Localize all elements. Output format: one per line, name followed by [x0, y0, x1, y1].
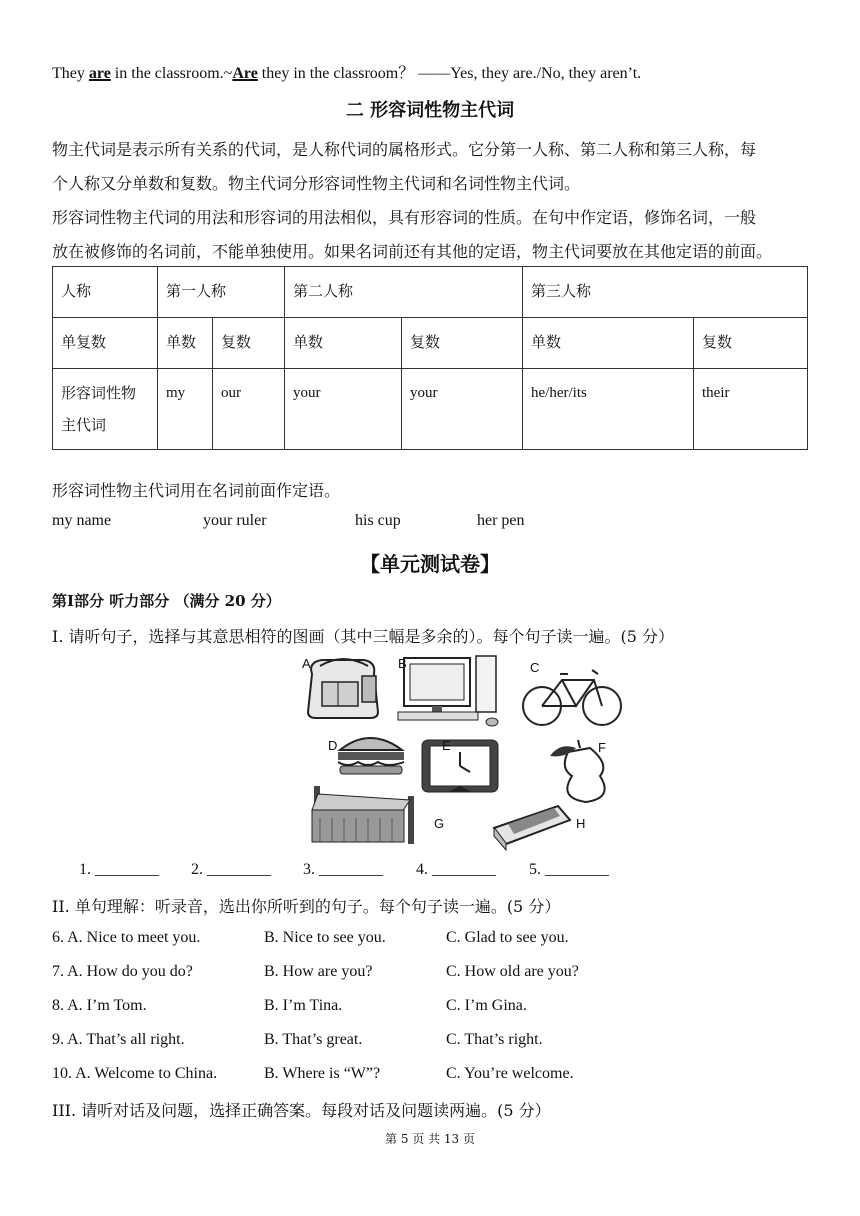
test-title: 【单元测试卷】: [360, 552, 500, 576]
option-a[interactable]: 10. A. Welcome to China.: [52, 1065, 218, 1082]
answer-blank[interactable]: 5. ________: [529, 861, 609, 878]
option-c[interactable]: C. You’re welcome.: [446, 1065, 574, 1082]
table-cell: 第二人称: [285, 267, 523, 318]
option-a[interactable]: 6. A. Nice to meet you.: [52, 929, 201, 946]
option-b[interactable]: B. That’s great.: [264, 1031, 363, 1048]
example-item: my name: [52, 512, 112, 529]
table-cell: 人称: [53, 267, 158, 318]
answer-blank[interactable]: 4. ________: [416, 861, 496, 878]
paragraph-line: 个人称又分单数和复数。物主代词分形容词性物主代词和名词性物主代词。: [52, 174, 581, 193]
option-a[interactable]: 8. A. I’m Tom.: [52, 997, 147, 1014]
option-c[interactable]: C. Glad to see you.: [446, 929, 569, 946]
question-instruction: I. 请听句子，选择与其意思相符的图画（其中三幅是多余的）。每个句子读一遍。(5 分）: [52, 627, 675, 646]
option-c[interactable]: C. I’m Gina.: [446, 997, 527, 1014]
table-cell: my: [158, 369, 213, 450]
hamburger-picture: [338, 738, 404, 774]
example-sentence: They are in the classroom.~Are they in the classroom？ ——Yes, they are./No, they aren’t.: [52, 65, 642, 82]
computer-picture: [398, 656, 498, 726]
bicycle-picture: [523, 670, 621, 725]
bag-picture: [308, 659, 378, 718]
pic-label: C: [530, 660, 540, 675]
table-cell: 单数: [285, 318, 402, 369]
example-item: her pen: [477, 512, 525, 529]
option-a[interactable]: 7. A. How do you do?: [52, 963, 193, 980]
answer-blank[interactable]: 3. ________: [303, 861, 383, 878]
example-item: your ruler: [203, 512, 267, 529]
answer-blank[interactable]: 2. ________: [191, 861, 271, 878]
table-cell: 单复数: [53, 318, 158, 369]
table-cell: your: [285, 369, 402, 450]
table-cell: 第一人称: [158, 267, 285, 318]
answer-blank[interactable]: 1. ________: [79, 861, 159, 878]
table-cell: he/her/its: [523, 369, 694, 450]
paragraph-line: 放在被修饰的名词前，不能单独使用。如果名词前还有其他的定语，物主代词要放在其他定语的前面。: [52, 242, 773, 261]
question-instruction: III. 请听对话及问题，选择正确答案。每段对话及问题读两遍。(5 分）: [52, 1101, 551, 1120]
table-cell: 第三人称: [523, 267, 808, 318]
table-cell: 单数: [523, 318, 694, 369]
pic-label: E: [442, 738, 451, 753]
paragraph-line: 形容词性物主代词的用法和形容词的用法相似，具有形容词的性质。在句中作定语，修饰名词，一般: [52, 208, 757, 227]
option-b[interactable]: B. Where is “W”?: [264, 1065, 381, 1082]
pic-label: G: [434, 816, 445, 831]
table-cell: 复数: [694, 318, 808, 369]
table-cell: 复数: [213, 318, 285, 369]
example-item: his cup: [355, 512, 401, 529]
option-c[interactable]: C. How old are you?: [446, 963, 579, 980]
question-instruction: II. 单句理解：听录音，选出你所听到的句子。每个句子读一遍。(5 分）: [52, 897, 561, 916]
option-b[interactable]: B. How are you?: [264, 963, 373, 980]
table-cell: 形容词性物主代词: [53, 369, 158, 450]
part-heading: 第Ⅰ部分 听力部分 （满分 20 分）: [52, 592, 281, 610]
page-footer: 第 5 页 共 13 页: [385, 1132, 475, 1146]
picture-grid: [298, 652, 634, 852]
pear-picture: [550, 740, 605, 802]
pic-label: D: [328, 738, 338, 753]
option-b[interactable]: B. I’m Tina.: [264, 997, 343, 1014]
pic-label: A: [302, 656, 311, 671]
table-cell: 单数: [158, 318, 213, 369]
bed-picture: [312, 786, 414, 844]
pic-label: B: [398, 656, 407, 671]
option-b[interactable]: B. Nice to see you.: [264, 929, 386, 946]
pic-label: F: [598, 740, 606, 755]
option-a[interactable]: 9. A. That’s all right.: [52, 1031, 185, 1048]
underlined-are: are: [88, 65, 111, 82]
pronoun-table: [52, 266, 808, 450]
table-cell: their: [694, 369, 808, 450]
table-cell: 复数: [402, 318, 523, 369]
underlined-Are: Are: [232, 65, 258, 82]
option-c[interactable]: C. That’s right.: [446, 1031, 543, 1048]
table-cell: your: [402, 369, 523, 450]
section-title: 二 形容词性物主代词: [345, 100, 515, 121]
clock-picture: [422, 740, 498, 792]
paragraph-line: 物主代词是表示所有关系的代词，是人称代词的属格形式。它分第一人称、第二人称和第三人称，每: [52, 140, 757, 159]
table-cell: our: [213, 369, 285, 450]
pic-label: H: [576, 816, 586, 831]
usage-note: 形容词性物主代词用在名词前面作定语。: [52, 481, 341, 500]
pencil-box-picture: [494, 806, 570, 850]
